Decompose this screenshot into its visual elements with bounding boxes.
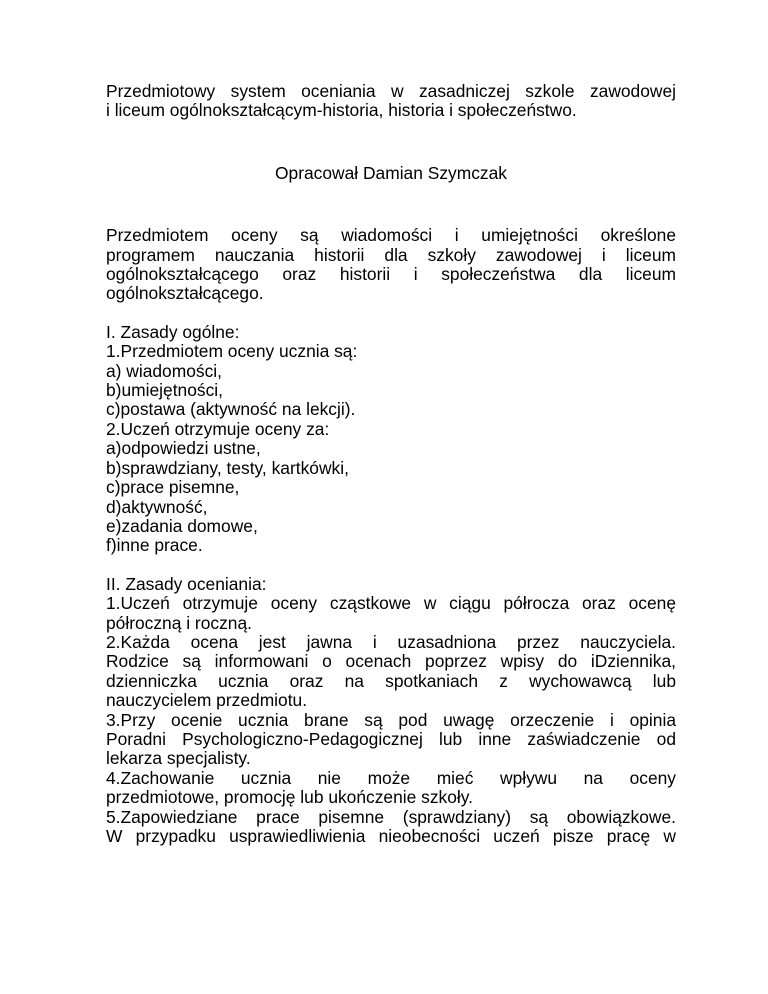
section-line: e)zadania domowe, — [106, 515, 258, 536]
document-author: Opracował Damian Szymczak — [275, 162, 507, 183]
section-heading: II. Zasady oceniania: — [106, 573, 267, 594]
section-line: Poradni Psychologiczno-Pedagogicznej lub inne zaświadczenie od — [106, 728, 676, 749]
section-grading-rules — [106, 575, 676, 847]
section-line: a)odpowiedzi ustne, — [106, 438, 261, 459]
section-line: Rodzice są informowani o ocenach poprzez wpisy do iDziennika, — [106, 651, 676, 672]
document-title — [106, 82, 676, 121]
section-line: a) wiadomości, — [106, 360, 222, 381]
section-line: 2.Każda ocena jest jawna i uzasadniona przez nauczyciela. — [106, 631, 676, 652]
section-line: b)umiejętności, — [106, 380, 223, 401]
section-line: 5.Zapowiedziane prace pisemne (sprawdziany) są obowiązkowe. — [106, 806, 676, 827]
section-line: b)sprawdziany, testy, kartkówki, — [106, 457, 349, 478]
intro-line: ogólnokształcącego. — [106, 283, 264, 304]
section-line: lekarza specjalisty. — [106, 748, 251, 769]
section-line: 1.Uczeń otrzymuje oceny cząstkowe w ciągu półrocza oraz ocenę — [106, 593, 676, 614]
section-line: f)inne prace. — [106, 535, 203, 556]
section-line: 1.Przedmiotem oceny ucznia są: — [106, 341, 358, 362]
title-line: Przedmiotowy system oceniania w zasadniczej szkole zawodowej — [106, 81, 676, 101]
section-line: c)prace pisemne, — [106, 477, 240, 498]
section-general-rules — [106, 323, 676, 556]
section-line: półroczną i roczną. — [106, 612, 252, 633]
title-line: i liceum ogólnokształcącym-historia, historia i społeczeństwo. — [106, 100, 577, 121]
section-line: c)postawa (aktywność na lekcji). — [106, 399, 356, 420]
section-line: 3.Przy ocenie ucznia brane są pod uwagę orzeczenie i opinia — [106, 709, 676, 730]
intro-line: ogólnokształcącego oraz historii i społeczeństwa dla liceum — [106, 264, 676, 285]
section-line: W przypadku usprawiedliwienia nieobecności uczeń pisze pracę w — [106, 826, 676, 846]
section-line: dzienniczka ucznia oraz na spotkaniach z wychowawcą lub — [106, 670, 676, 691]
document-page — [106, 82, 676, 846]
section-line: nauczycielem przedmiotu. — [106, 690, 308, 711]
intro-paragraph — [106, 226, 676, 304]
section-line: d)aktywność, — [106, 496, 208, 517]
section-heading: I. Zasady ogólne: — [106, 321, 240, 342]
section-line: przedmiotowe, promocję lub ukończenie szkoły. — [106, 787, 473, 808]
intro-line: programem nauczania historii dla szkoły zawodowej i liceum — [106, 244, 676, 265]
intro-line: Przedmiotem oceny są wiadomości i umiejętności określone — [106, 225, 676, 246]
section-line: 2.Uczeń otrzymuje oceny za: — [106, 418, 330, 439]
section-line: 4.Zachowanie ucznia nie może mieć wpływu na oceny — [106, 767, 676, 788]
